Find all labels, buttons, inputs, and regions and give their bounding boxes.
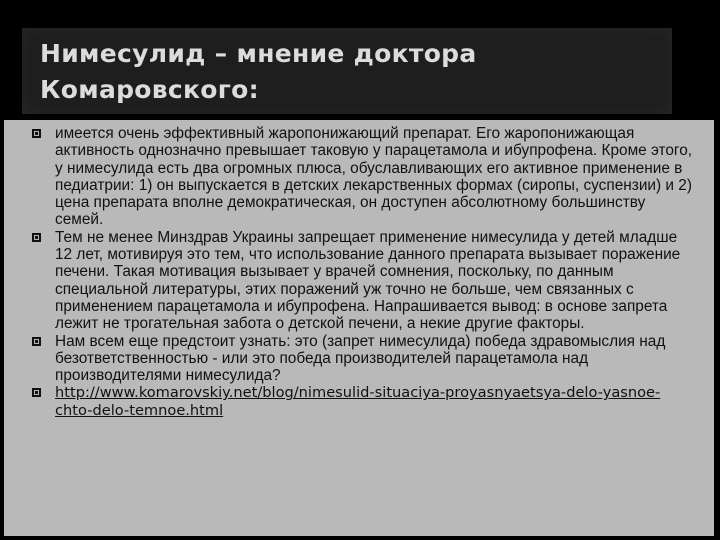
source-link[interactable]: http://www.komarovskiy.net/blog/nimesulid-situaciya-proyasnyaetsya-delo-yasnoe-chto-delo-temnoe.html	[55, 384, 661, 419]
bullet-item	[0, 229, 695, 333]
bullet-text: Нам всем еще предстоит узнать: это (запрет нимесулида) победа здравомыслия над безответственностью - или это победа производителей парацетамола над производителями нимесулида?	[55, 332, 666, 385]
square-bullet-icon	[32, 233, 41, 242]
bullet-item	[0, 333, 695, 385]
square-bullet-icon	[32, 129, 41, 138]
bullet-text: имеется очень эффективный жаропонижающий препарат. Его жаропонижающая активность однозначно превышает таковую у парацетамола и ибупрофена. Кроме этого, у нимесулида есть два огромных плюса, обуславливающих его активное применение в педиатрии: 1) он выпускается в детских лекарственных формах (сиропы, суспензии) и 2) цена препарата вполне демократическая, он доступен абсолютному большинству семей.	[55, 125, 693, 229]
bullet-text: Тем не менее Минздрав Украины запрещает применение нимесулида у детей младше 12 лет, мотивируя это тем, что использование данного препарата вызывает поражение печени. Такая мотивация вызывает у врачей сомнения, поскольку, по данным специальной литературы, этих поражений уж точно не больше, чем связанных с применением парацетамола и ибупрофена. Напрашивается вывод: в основе запрета лежит не трогательная забота о детской печени, а некие другие факторы.	[55, 228, 681, 333]
slide-title-line-2: Комаровского:	[40, 75, 259, 104]
bullet-list	[0, 125, 720, 419]
bullet-item	[0, 125, 695, 229]
square-bullet-icon	[32, 388, 41, 397]
slide-title-line-1: Нимесулид – мнение доктора	[40, 39, 477, 68]
square-bullet-icon	[32, 337, 41, 346]
bullet-item	[0, 384, 695, 419]
